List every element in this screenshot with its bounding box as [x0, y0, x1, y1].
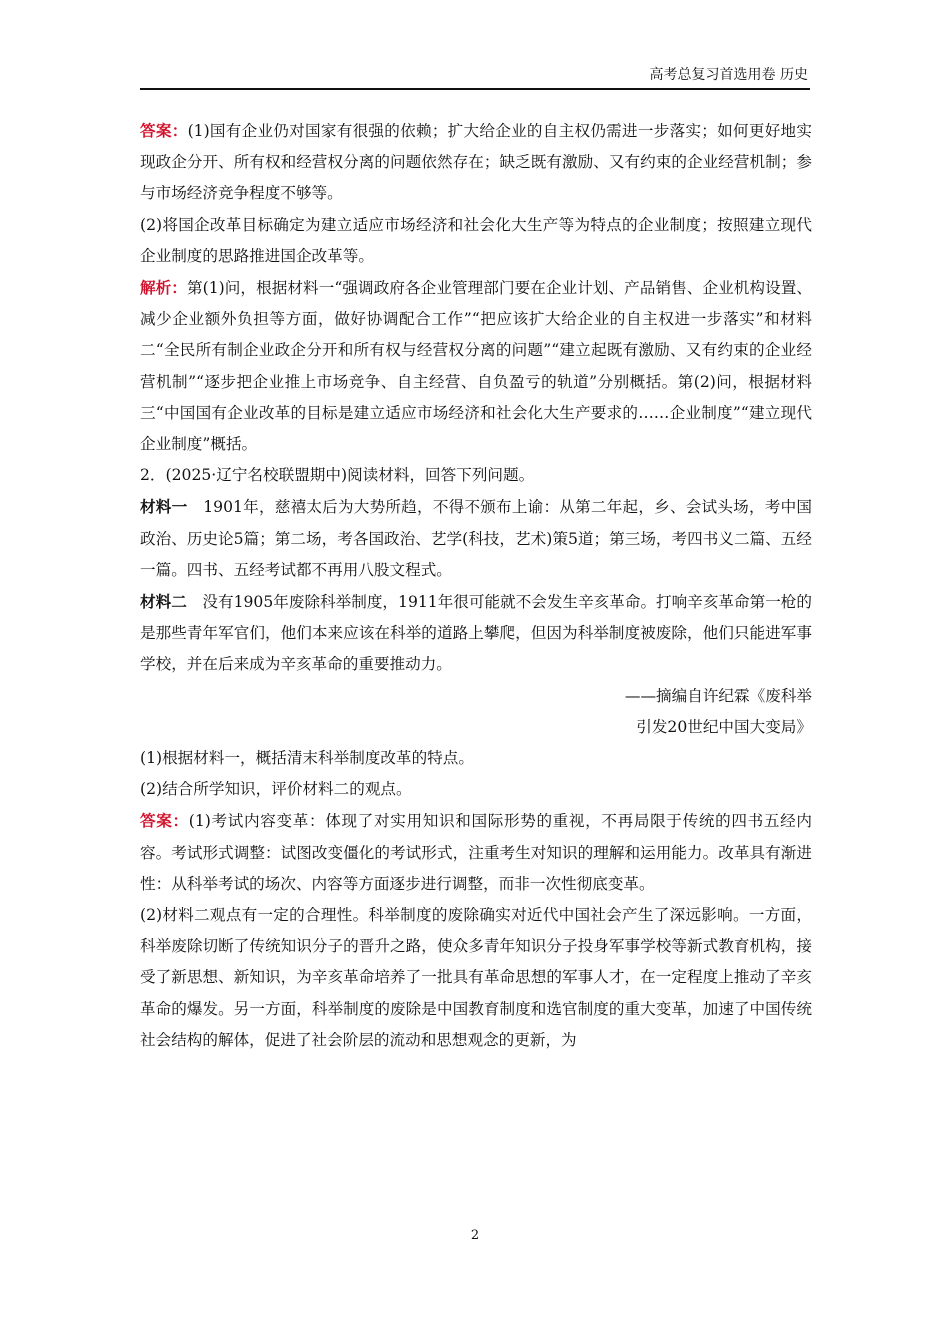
answer-label: 答案：: [140, 121, 188, 140]
page-number: 2: [470, 1228, 480, 1243]
material-2-label: 材料二: [140, 592, 187, 612]
analysis-text: 第(1)问，根据材料一“强调政府各企业管理部门要在企业计划、产品销售、企业机构设置、减少企业额外负担等方面，做好协调配合工作”“把应该扩大给企业的自主权进一步落实”和材料二“全民所有制企业政企分开和所有权与经营权分离的问题”“建立起既有激励、又有约束的企业经营机制”“逐步把企业推上市场竞争、自主经营、自负盈亏的轨道”分别概括。第(2)问，根据材料三“中国国有企业改革的目标是建立适应市场经济和社会化大生产要求的……企业制度”“建立现代企业制度”概括。: [140, 279, 812, 454]
material-1: [140, 491, 812, 586]
sub-question-2: (2)结合所学知识，评价材料二的观点。: [140, 780, 412, 799]
material-2: [140, 586, 812, 681]
analysis-paragraph: [140, 272, 812, 460]
source-line-1: ——摘编自许纪霖《废科举: [624, 686, 812, 705]
header-title: 高考总复习首选用卷 历史: [649, 67, 808, 83]
material-1-text: 1901年，慈禧太后为大势所趋，不得不颁布上谕：从第二年起，乡、会试头场，考中国政治、历史论5篇；第二场，考各国政治、艺学(科技，艺术)策5道；第三场，考四书义二篇、五经一篇。四书、五经考试都不再用八股文程式。: [140, 498, 812, 579]
analysis-label: 解析：: [140, 278, 187, 298]
sub-question-1: (1)根据材料一，概括清末科举制度改革的特点。: [140, 749, 474, 768]
answer-paragraph-4: (2)材料二观点有一定的合理性。科举制度的废除确实对近代中国社会产生了深远影响。一方面，科举废除切断了传统知识分子的晋升之路，使众多青年知识分子投身军事学校等新式教育机构，接受了新思想、新知识，为辛亥革命培养了一批具有革命思想的军事人才，在一定程度上推动了辛亥革命的爆发。另一方面，科举制度的废除是中国教育制度和选官制度的重大变革，加速了中国传统社会结构的解体，促进了社会阶层的流动和思想观念的更新，为: [140, 906, 812, 1049]
answer-text-1: (1)国有企业仍对国家有很强的依赖；扩大给企业的自主权仍需进一步落实；如何更好地实现政企分开、所有权和经营权分离的问题依然存在；缺乏既有激励、又有约束的企业经营机制；参与市场经济竞争程度不够等。: [140, 122, 812, 203]
page-content: [140, 115, 812, 1056]
answer-paragraph-2: (2)将国企改革目标确定为建立适应市场经济和社会化大生产等为特点的企业制度；按照建立现代企业制度的思路推进国企改革等。: [140, 215, 812, 265]
answer-text-3: (1)考试内容变革：体现了对实用知识和国际形势的重视，不再局限于传统的四书五经内容。考试形式调整：试图改变僵化的考试形式，注重考生对知识的理解和运用能力。改革具有渐进性：从科举考试的场次、内容等方面逐步进行调整，而非一次性彻底变革。: [140, 812, 812, 893]
answer-paragraph-1: [140, 115, 812, 210]
page-header: [140, 66, 810, 90]
question-stem: 2．(2025·辽宁名校联盟期中)阅读材料，回答下列问题。: [140, 466, 535, 485]
material-2-text: 没有1905年废除科举制度，1911年很可能就不会发生辛亥革命。打响辛亥革命第一枪的是那些青年军官们，他们本来应该在科举的道路上攀爬，但因为科举制度被废除，他们只能进军事学校，并在后来成为辛亥革命的重要推动力。: [140, 593, 812, 674]
answer-label-2: 答案：: [140, 811, 189, 831]
source-line-2: 引发20世纪中国大变局》: [636, 717, 812, 736]
material-1-label: 材料一: [140, 497, 188, 517]
answer-paragraph-3: [140, 805, 812, 900]
